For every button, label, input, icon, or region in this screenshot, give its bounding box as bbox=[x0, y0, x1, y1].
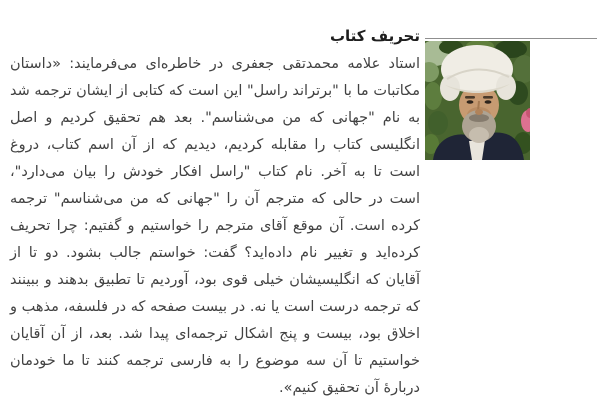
page-title: تحریف کتاب bbox=[329, 27, 420, 45]
article bbox=[10, 26, 420, 402]
cleric-portrait-photo bbox=[425, 41, 530, 160]
divider-line bbox=[425, 38, 597, 39]
media-block bbox=[425, 38, 597, 160]
article-paragraph: استاد علامه محمدتقی جعفری در خاطره‌ای می‌فرمایند: «داستان مکاتبات ما با "برتراند راسل" این است که کتابی از ایشان ترجمه شد به نام "جهانی که من می‌شناسم". بعد هم تحقیق کردیم و اصل انگلیسی کتاب را مقابله کردیم، دیدیم که از آن اسم کتاب، دروغ است تا به آخر. نام کتاب "راسل افکار خودش را بیان می‌دارد"، است در حالی که مترجم آن را "جهانی که من می‌شناسم" ترجمه کرده است. آن موقع آقای مترجم را خواستیم و گفتیم: چرا تحریف کرده‌اید و تغییر نام داده‌اید؟ گفت: خواستم جالب بشود. دو تا از آقایان که انگلیسیشان خیلی قوی بود، آوردیم تا تطبیق بدهند و ببینند که ترجمه درست است یا نه. در بیست صفحه که در فلسفه، مذهب و اخلاق بود، بیست و پنج اشکال ترجمه‌ای پیدا شد. بعد، از آن آقایان خواستیم تا آن سه موضوع را به فارسی ترجمه کنند تا ما خودمان دربارهٔ آن تحقیق کنیم». bbox=[10, 56, 420, 396]
